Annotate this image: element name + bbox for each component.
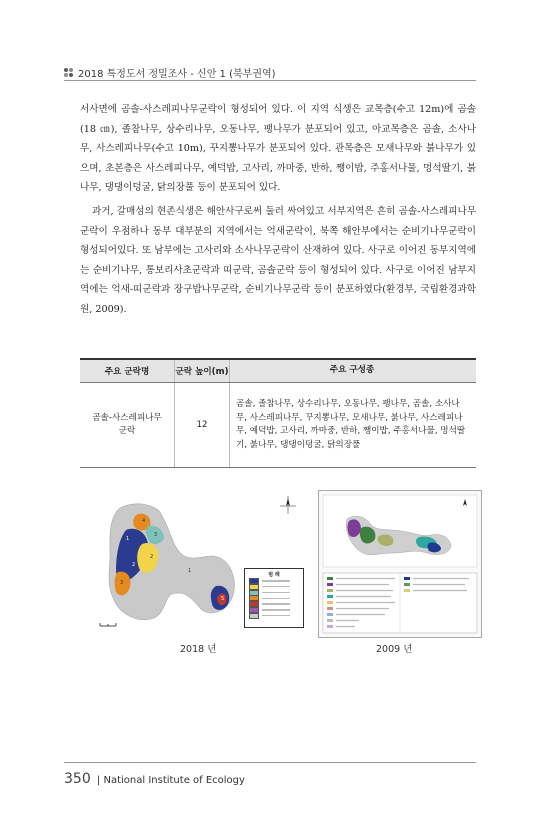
legend-title: 범 례 [268, 572, 280, 578]
legend-2009 [323, 573, 477, 633]
header-community-name: 주요 군락명 [104, 367, 150, 377]
legend-entry [245, 613, 303, 619]
header-community-height: 군락 높이(m) [174, 360, 230, 382]
body-text [80, 100, 476, 320]
scale-bar-icon [100, 623, 116, 626]
cell-species: 곰솔, 졸참나무, 상수리나무, 오동나무, 팽나무, 곰솔, 소사나무, 사스레피나무, 꾸지뽕나무, 모새나무, 붉나무, 사스레피나무, 예덕밥, 고사리, 까마중, 반하, 쨍이밥, 주홍서나물, 멍석딸기, 붉나무, 댕댕이덩굴, 닭의장풀 [236, 399, 466, 450]
map-label: 2 [132, 562, 136, 568]
footer-divider [64, 762, 476, 763]
caption-2009: 2009 년 [376, 644, 413, 655]
footer-publisher: | National Institute of Ecology [96, 775, 245, 786]
table-row [80, 383, 476, 468]
caption-2018: 2018 년 [180, 644, 217, 655]
north-arrow-icon [280, 496, 296, 514]
paragraph-1: 서사면에 곰솔-사스레피나무군락이 형성되어 있다. 이 지역 식생은 교목층(수고 12m)에 곰솔(18 ㎝), 졸참나무, 상수리나무, 오동나무, 팽나무가 분포되어 있고, 아교목층은 곰솔, 소사나무, 사스레피나무(수고 10m), 꾸지뽕나무가 분포되어 있다. 관목층은 모새나무와 붉나무가 있으며, 초본층은 사스레피나무, 예덕밥, 고사리, 까마중, 반하, 쨍이밥, 주홍서나물, 멍석딸기, 붉나무, 댕댕이덩굴, 닭의장풀 등이 분포되어 있다. [80, 104, 476, 194]
map-2009 [318, 490, 482, 638]
vegetation-map-figure [80, 486, 476, 656]
cell-height: 12 [174, 383, 230, 467]
page-number: 350 [64, 771, 91, 787]
header-divider [64, 80, 476, 81]
map-label: 3 [154, 532, 158, 538]
table-header-row [80, 360, 476, 383]
map-label: 3 [120, 580, 124, 586]
map-label: 1 [126, 536, 130, 542]
header-species: 주요 구성종 [329, 365, 375, 376]
map-label: 4 [142, 518, 146, 524]
map-label: 1 [188, 568, 192, 574]
map-legend-2018 [244, 568, 304, 628]
paragraph-2: 과거, 갈매섬의 현존식생은 해안사구로써 둘러 싸여있고 서부지역은 흔히 곰솔-사스레피나무 군락이 우점하나 동부 대부분의 지역에서는 억새군락이, 북쪽 해안부에서는 순비기나무군락이 형성되어있다. 또 남부에는 고사리와 소사나무군락이 산재하여 있다. 사구로 이어진 동부지역에는 순비기나무, 통보리사초군락과 띠군락, 곰솔군락 등이 형성되어 있다. 사구로 이어진 남부지역에는 억새-띠군락과 장구밥나무군락, 순비기나무군락 등이 분포하였다(환경부, 국립환경과학원, 2009). [80, 205, 476, 315]
community-table [80, 358, 476, 468]
header-bullet-icon [64, 68, 73, 77]
map-label: 5 [221, 596, 225, 602]
map-label: 2 [150, 554, 154, 560]
header-title: 2018 특정도서 정밀조사 - 신안 1 (북부권역) [78, 68, 276, 80]
page-footer [64, 771, 245, 787]
running-header [64, 64, 276, 80]
cell-community-name: 곰솔-사스레피나무 군락 [92, 413, 162, 436]
